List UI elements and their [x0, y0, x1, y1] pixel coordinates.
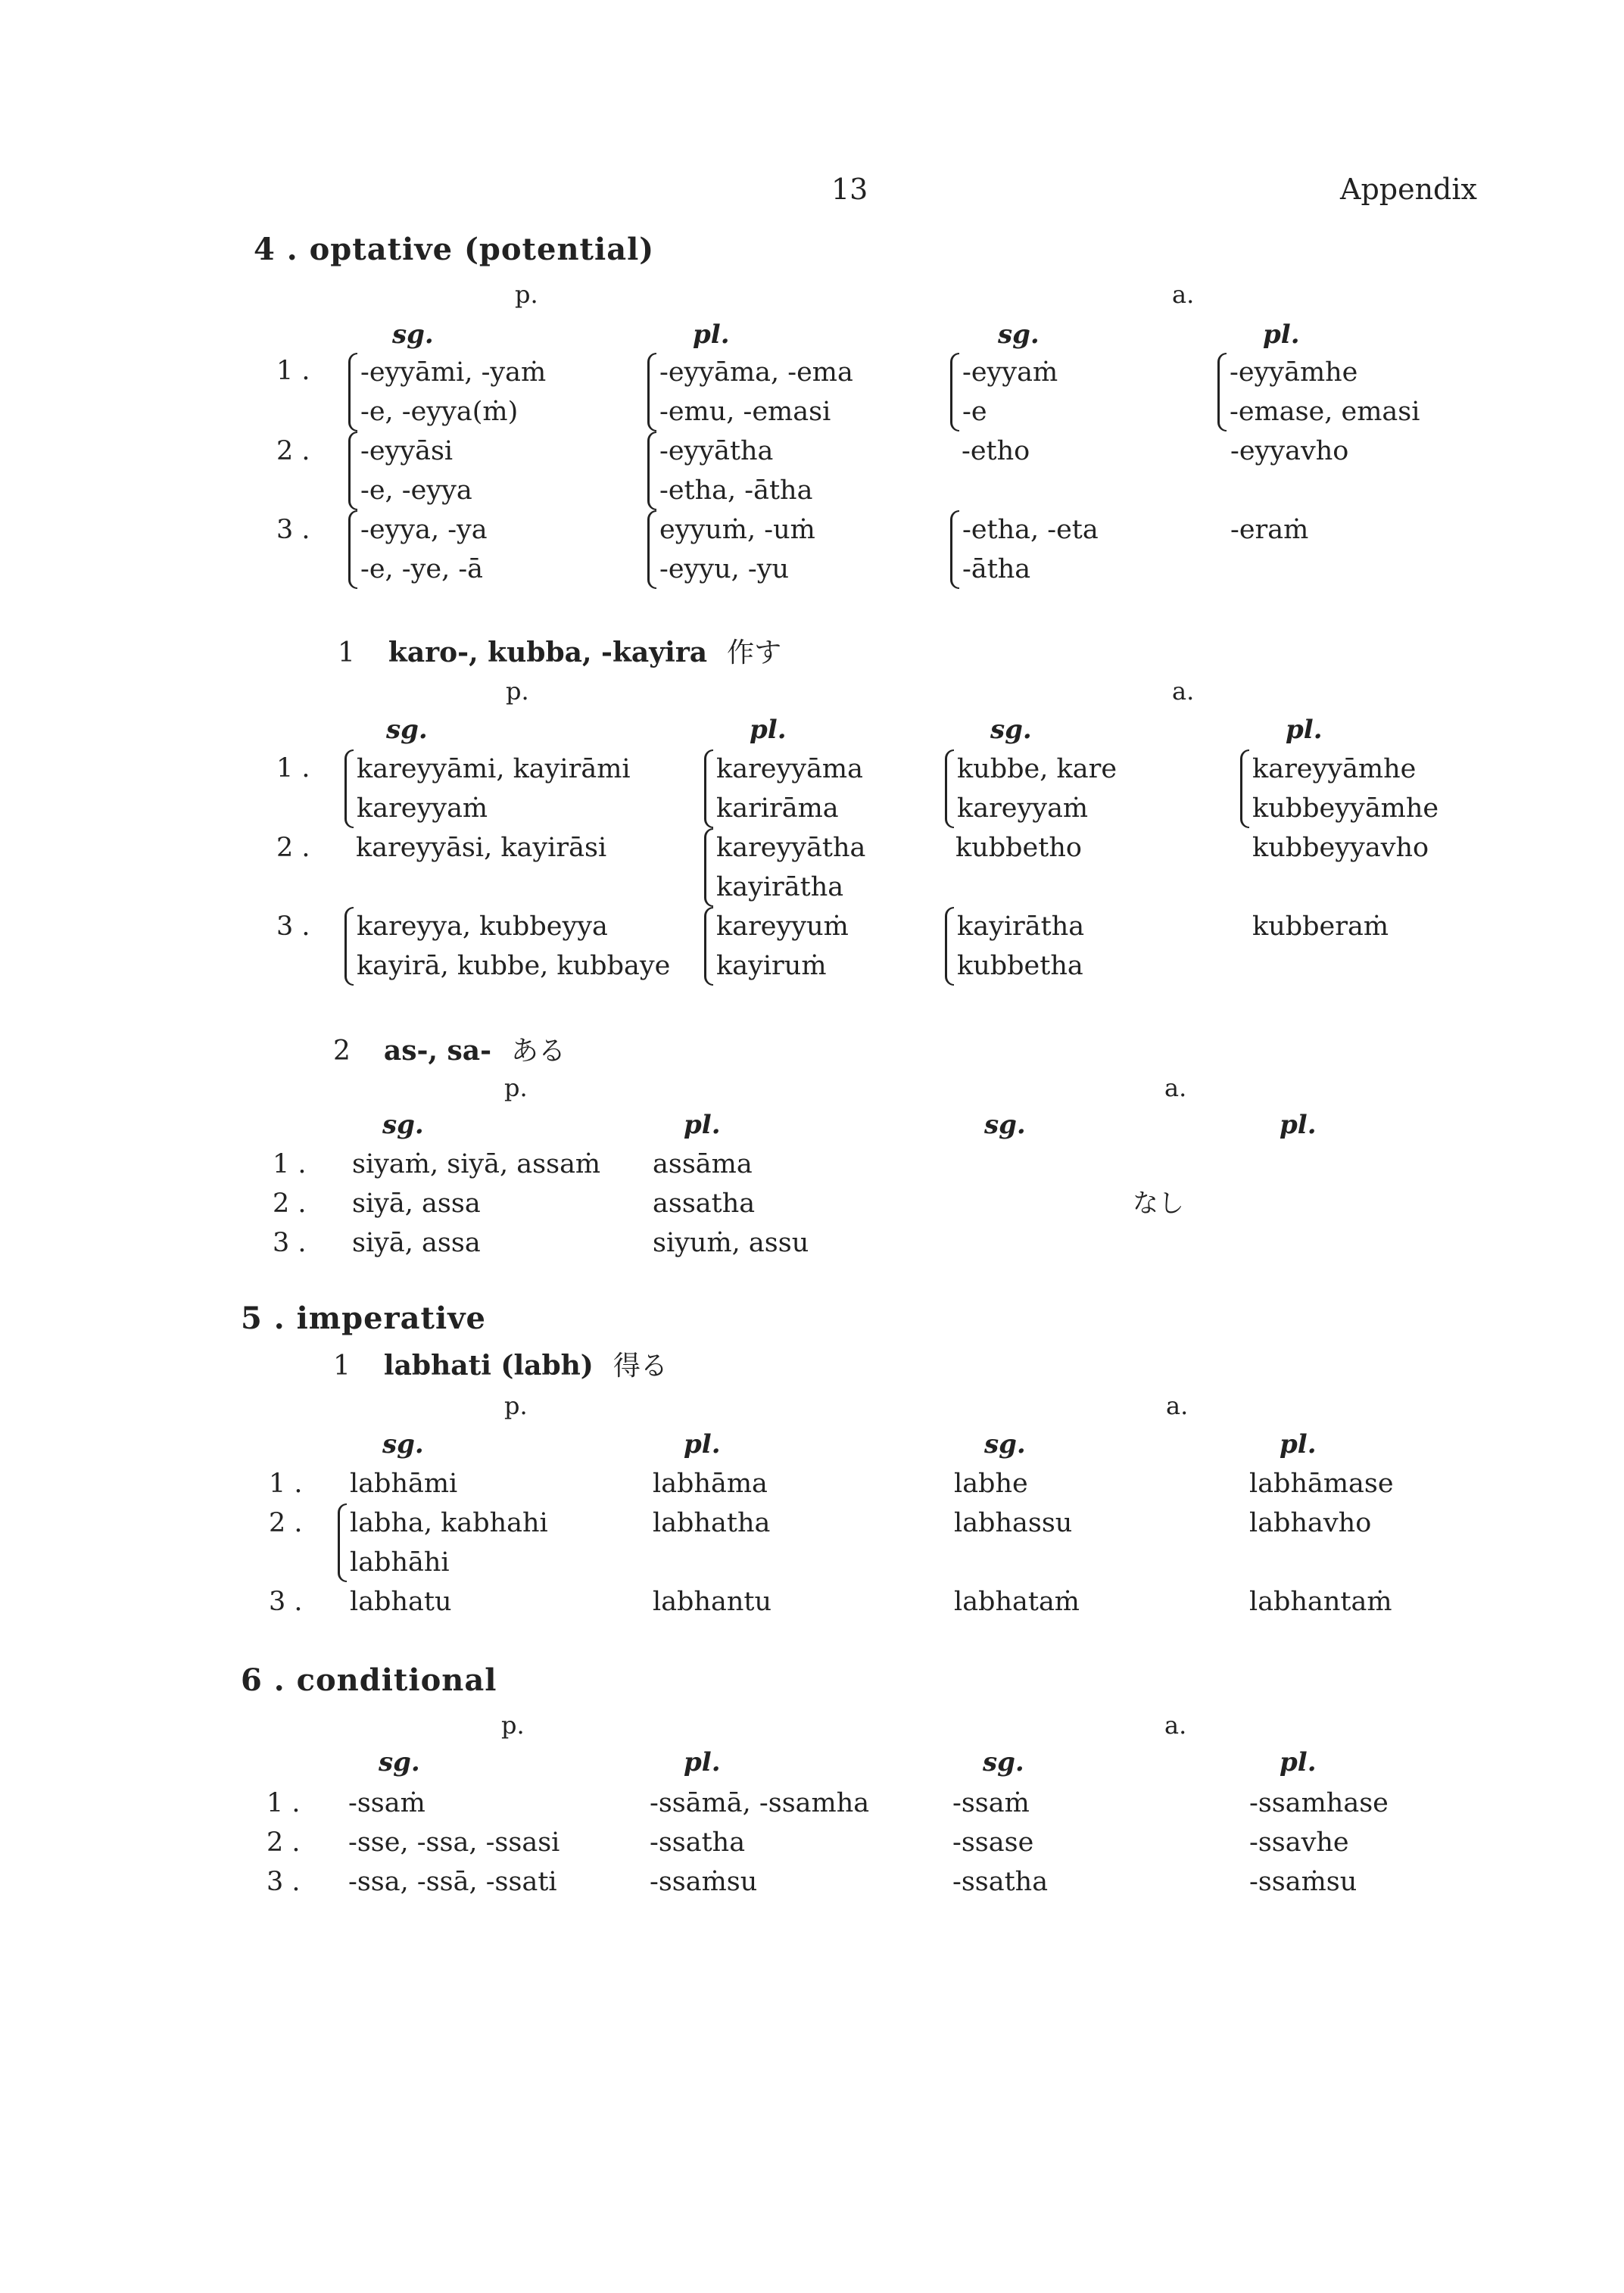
cell-line: labhāhi	[350, 1547, 450, 1578]
table-cell: -ssaṁ	[348, 1788, 425, 1818]
cell-line: kayirā, kubbe, kubbaye	[357, 951, 671, 981]
col-head-pl: pl.	[684, 1110, 721, 1140]
table-cell: kareyyāsi, kayirāsi	[356, 833, 607, 863]
table-cell	[704, 828, 865, 907]
cell-line: kayirātha	[957, 911, 1085, 942]
page-number: 13	[831, 173, 868, 206]
col-head-sg: sg.	[984, 1429, 1026, 1460]
table-cell	[1240, 749, 1439, 828]
table-cell: kubbeyyavho	[1252, 833, 1429, 863]
table-cell: -ssavhe	[1249, 1827, 1349, 1858]
table-cell: labhāma	[653, 1469, 768, 1499]
table-cell: labhantu	[653, 1587, 772, 1617]
table-cell: -ssāmā, -ssamha	[650, 1788, 870, 1818]
subsection-text: as-, sa-	[383, 1035, 492, 1067]
row-number: 2 .	[273, 1189, 307, 1219]
voice-label-p: p.	[504, 1391, 528, 1420]
voice-label-p: p.	[506, 677, 529, 706]
table-cell: -ssatha	[650, 1827, 746, 1858]
subsection-title-labhati	[333, 1344, 668, 1383]
voice-label-a: a.	[1164, 1711, 1187, 1740]
cell-line: kayiruṁ	[716, 951, 827, 981]
table-cell: siyā, assa	[352, 1189, 481, 1219]
col-head-pl: pl.	[1286, 715, 1323, 745]
cell-line: kareyyāmhe	[1252, 754, 1417, 784]
cell-line: -eyyu, -yu	[659, 554, 790, 584]
cell-line: kareyyaṁ	[957, 793, 1089, 824]
table-cell	[344, 907, 670, 986]
table-cell: siyuṁ, assu	[653, 1228, 809, 1258]
table-cell: -ssaṁ	[952, 1788, 1030, 1818]
voice-label-p: p.	[501, 1711, 525, 1740]
table-cell: -ssamhase	[1249, 1788, 1389, 1818]
cell-line: kareyyaṁ	[357, 793, 488, 824]
section-title-imperative: 5 . imperative	[241, 1301, 486, 1336]
col-head-pl: pl.	[750, 715, 787, 745]
table-cell: kubberaṁ	[1252, 911, 1389, 942]
table-cell: labhāmi	[350, 1469, 458, 1499]
table-cell: kubbetho	[955, 833, 1082, 863]
table-cell: labhatu	[350, 1587, 452, 1617]
cell-line: -eyyāma, -ema	[659, 357, 853, 388]
table-cell: -sse, -ssa, -ssasi	[348, 1827, 560, 1858]
row-number: 3 .	[267, 1867, 301, 1897]
cell-line: -eyya, -ya	[360, 515, 488, 545]
row-number: 2 .	[276, 833, 310, 863]
table-cell	[945, 907, 1084, 986]
cell-line: -eyyāmhe	[1230, 357, 1358, 388]
cell-line: eyyuṁ, -uṁ	[659, 515, 815, 545]
col-head-sg: sg.	[386, 715, 428, 745]
table-cell: siyā, assa	[352, 1228, 481, 1258]
col-head-pl: pl.	[1280, 1429, 1317, 1460]
row-number: 1 .	[267, 1788, 301, 1818]
cell-line: -e	[962, 397, 987, 427]
col-head-sg: sg.	[998, 319, 1040, 350]
col-head-sg: sg.	[984, 1110, 1026, 1140]
cell-line: -e, -ye, -ā	[360, 554, 484, 584]
table-cell	[1217, 353, 1420, 431]
gloss-japanese: 得る	[613, 1351, 668, 1382]
cell-line: kubbe, kare	[957, 754, 1117, 784]
gloss-japanese: ある	[511, 1036, 566, 1067]
col-head-pl: pl.	[1280, 1747, 1317, 1777]
row-number: 3 .	[276, 515, 310, 545]
col-head-sg: sg.	[382, 1110, 424, 1140]
running-head: Appendix	[1340, 173, 1477, 206]
col-head-sg: sg.	[382, 1429, 424, 1460]
table-cell: labhavho	[1249, 1508, 1372, 1538]
voice-label-a: a.	[1166, 1391, 1189, 1420]
table-cell: -ssa, -ssā, -ssati	[348, 1867, 557, 1897]
subsection-number: 1	[333, 1351, 351, 1382]
col-head-pl: pl.	[684, 1429, 721, 1460]
subsection-title-as	[333, 1030, 566, 1068]
table-cell: labhatha	[653, 1508, 771, 1538]
subsection-number: 2	[333, 1036, 351, 1067]
subsection-text: karo-, kubba, -kayira	[388, 637, 708, 668]
col-head-sg: sg.	[983, 1747, 1024, 1777]
table-cell: assatha	[653, 1189, 756, 1219]
subsection-text: labhati (labh)	[383, 1350, 594, 1382]
row-number: 2 .	[276, 436, 310, 466]
table-cell: labhataṁ	[954, 1587, 1080, 1617]
cell-line: -emase, emasi	[1230, 397, 1420, 427]
cell-line: kubbetha	[957, 951, 1083, 981]
table-cell: siyaṁ, siyā, assaṁ	[352, 1149, 601, 1179]
row-number: 2 .	[269, 1508, 303, 1538]
cell-line: -eyyaṁ	[962, 357, 1058, 388]
cell-line: kareyya, kubbeyya	[357, 911, 608, 942]
cell-line: -eyyātha	[659, 436, 774, 466]
table-cell: labhantaṁ	[1249, 1587, 1392, 1617]
table-cell	[647, 510, 815, 589]
table-cell: -ssase	[952, 1827, 1034, 1858]
table-cell	[950, 510, 1099, 589]
table-cell	[344, 749, 631, 828]
row-number: 1 .	[276, 356, 310, 386]
table-cell: -ssatha	[952, 1867, 1049, 1897]
col-head-sg: sg.	[392, 319, 434, 350]
col-head-sg: sg.	[379, 1747, 420, 1777]
table-cell	[647, 353, 853, 431]
no-forms-note: なし	[1133, 1189, 1184, 1219]
cell-line: -etha, -eta	[962, 515, 1099, 545]
voice-label-a: a.	[1172, 280, 1195, 309]
cell-line: -eyyāsi	[360, 436, 454, 466]
table-cell	[348, 431, 472, 510]
cell-line: -e, -eyya	[360, 475, 472, 506]
table-cell: -ssaṁsu	[650, 1867, 758, 1897]
subsection-title-karo	[338, 631, 781, 670]
cell-line: -emu, -emasi	[659, 397, 831, 427]
cell-line: -eyyāmi, -yaṁ	[360, 357, 547, 388]
voice-label-a: a.	[1164, 1073, 1187, 1102]
cell-line: kareyyāmi, kayirāmi	[357, 754, 631, 784]
table-cell: labhāmase	[1249, 1469, 1394, 1499]
table-cell: -eraṁ	[1230, 515, 1309, 545]
voice-label-p: p.	[504, 1073, 528, 1102]
table-cell: -etho	[962, 436, 1030, 466]
table-cell	[704, 907, 849, 986]
cell-line: labha, kabhahi	[350, 1508, 548, 1538]
col-head-pl: pl.	[693, 319, 730, 350]
row-number: 3 .	[273, 1228, 307, 1258]
table-cell	[348, 510, 488, 589]
cell-line: -e, -eyya(ṁ)	[360, 397, 519, 427]
table-cell	[348, 353, 546, 431]
subsection-number: 1	[338, 637, 355, 668]
cell-line: kayirātha	[716, 872, 844, 902]
cell-line: kareyyātha	[716, 833, 866, 863]
gloss-japanese: 作す	[727, 637, 782, 668]
voice-label-a: a.	[1172, 677, 1195, 706]
table-cell: labhassu	[954, 1508, 1073, 1538]
section-title-conditional: 6 . conditional	[241, 1662, 497, 1698]
table-cell: -eyyavho	[1230, 436, 1349, 466]
cell-line: kubbeyyāmhe	[1252, 793, 1439, 824]
table-cell	[647, 431, 812, 510]
section-title-optative: 4 . optative (potential)	[254, 232, 655, 267]
table-cell: labhe	[954, 1469, 1028, 1499]
cell-line: -etha, -ātha	[659, 475, 813, 506]
row-number: 3 .	[276, 911, 310, 942]
col-head-pl: pl.	[684, 1747, 721, 1777]
table-cell: -ssaṁsu	[1249, 1867, 1357, 1897]
cell-line: karirāma	[716, 793, 839, 824]
table-cell: assāma	[653, 1149, 753, 1179]
table-cell	[945, 749, 1117, 828]
row-number: 1 .	[269, 1469, 303, 1499]
cell-line: kareyyāma	[716, 754, 863, 784]
cell-line: -ātha	[962, 554, 1031, 584]
voice-label-p: p.	[515, 280, 538, 309]
table-cell	[704, 749, 863, 828]
row-number: 2 .	[267, 1827, 301, 1858]
table-cell	[338, 1503, 548, 1582]
cell-line: kareyyuṁ	[716, 911, 849, 942]
row-number: 1 .	[273, 1149, 307, 1179]
col-head-sg: sg.	[990, 715, 1032, 745]
col-head-pl: pl.	[1280, 1110, 1317, 1140]
col-head-pl: pl.	[1263, 319, 1300, 350]
row-number: 1 .	[276, 753, 310, 784]
table-cell	[950, 353, 1058, 431]
row-number: 3 .	[269, 1587, 303, 1617]
